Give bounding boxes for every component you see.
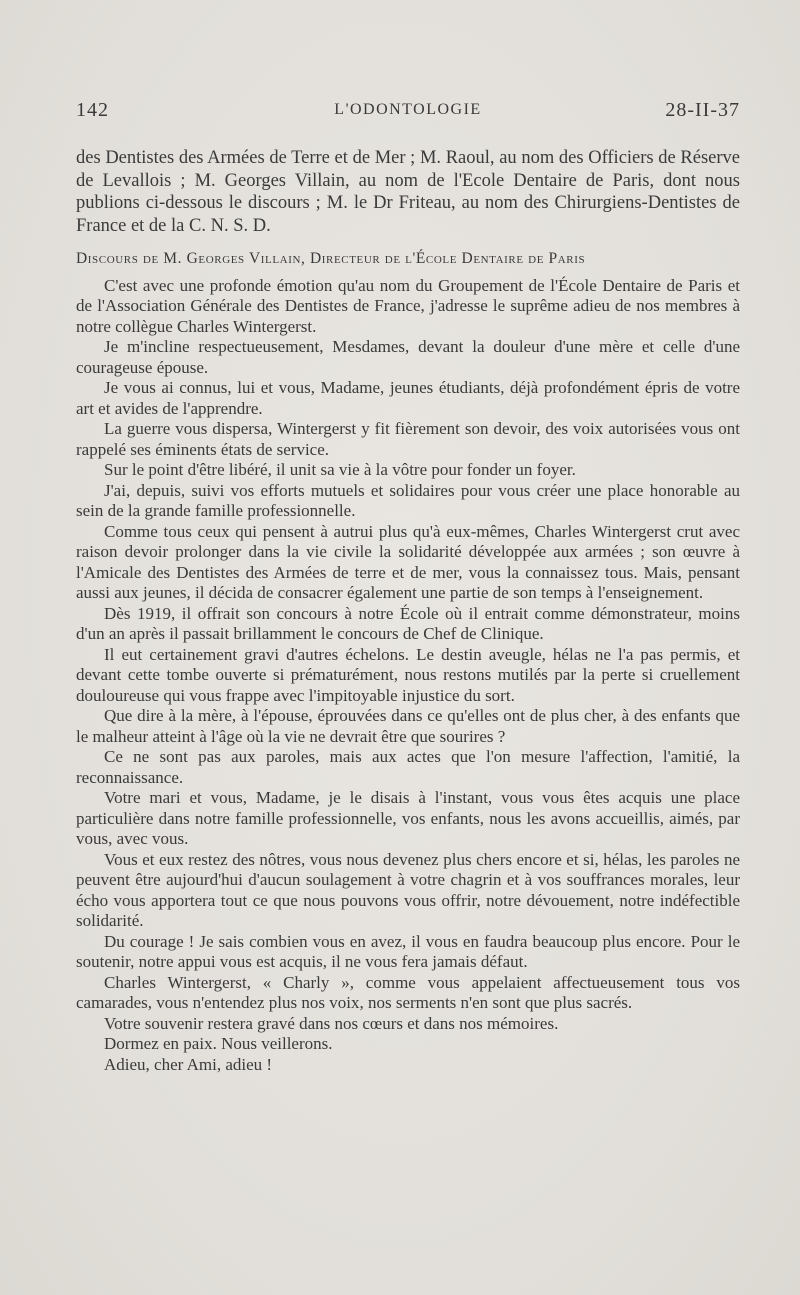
speech-paragraph: Sur le point d'être libéré, il unit sa vie à la vôtre pour fonder un foyer.: [104, 460, 576, 480]
issue-date: 28-II-37: [665, 99, 740, 121]
speech-paragraph: Vous et eux restez des nôtres, vous nous devenez plus chers encore et si, hélas, les paroles ne peuvent être aujourd'hui d'aucun soulagement à votre chagrin et à vos souffrances morales, leur écho vous apportera tout ce que nous pouvons vous offrir, notre dévouement, notre indéfectible solidarité.: [76, 849, 740, 931]
speech-paragraph: Votre mari et vous, Madame, je le disais à l'instant, vous vous êtes acquis une place particulière dans notre famille professionnelle, vos enfants, nous les avons accueillis, aimés, par vous, avec vous.: [76, 788, 740, 849]
speech-paragraph: Comme tous ceux qui pensent à autrui plus qu'à eux-mêmes, Charles Wintergerst crut avec raison devoir prolonger dans la vie civile la solidarité développée aux armées ; son œuvre à l'Amicale des Dentistes des Armées de terre et de mer, vous la connaissez tous. Mais, pensant aussi aux jeunes, il décida de consacrer également une partie de son temps à l'enseignement.: [76, 521, 740, 603]
speech-paragraph: Que dire à la mère, à l'épouse, éprouvées dans ce qu'elles ont de plus cher, à des enfants que le malheur atteint à l'âge où la vie ne devrait être que sourires ?: [76, 706, 740, 746]
running-header: [76, 99, 740, 127]
speech-paragraph: C'est avec une profonde émotion qu'au nom du Groupement de l'École Dentaire de Paris et de l'Association Générale des Dentistes de France, j'adresse le suprême adieu de nos membres à notre collègue Charles Wintergerst.: [76, 275, 740, 336]
speech-paragraph: Dormez en paix. Nous veillerons.: [104, 1034, 333, 1054]
article-body: [76, 147, 740, 1075]
journal-title: L'ODONTOLOGIE: [334, 101, 482, 118]
speech-paragraph: Il eut certainement gravi d'autres échelons. Le destin aveugle, hélas ne l'a pas permis, et devant cette tombe ouverte si prématurément, nous restons mutilés par la perte si cruellement douloureuse qui vous frappe avec l'impitoyable injustice du sort.: [76, 644, 740, 705]
speech-paragraph: Dès 1919, il offrait son concours à notre École où il entrait comme démonstrateur, moins d'un an après il passait brillamment le concours de Chef de Clinique.: [76, 603, 740, 644]
speech-paragraph: Votre souvenir restera gravé dans nos cœurs et dans nos mémoires.: [104, 1013, 559, 1033]
speech-paragraph: Adieu, cher Ami, adieu !: [104, 1054, 273, 1074]
speech-paragraph: Du courage ! Je sais combien vous en avez, il vous en faudra beaucoup plus encore. Pour le soutenir, notre appui vous est acquis, il ne vous fera jamais défaut.: [76, 931, 740, 972]
page-number: 142: [76, 99, 109, 121]
speech-paragraph: La guerre vous dispersa, Wintergerst y fit fièrement son devoir, des voix autorisées vous ont rappelé ses éminents états de service.: [76, 419, 740, 459]
speech-paragraph: J'ai, depuis, suivi vos efforts mutuels et solidaires pour vous créer une place honorable au sein de la grande famille professionnelle.: [76, 480, 740, 521]
speech-paragraph: Ce ne sont pas aux paroles, mais aux actes que l'on mesure l'affection, l'amitié, la reconnaissance.: [76, 747, 740, 787]
intro-paragraph: des Dentistes des Armées de Terre et de Mer ; M. Raoul, au nom des Officiers de Réserve de Levallois ; M. Georges Villain, au nom de l'Ecole Dentaire de Paris, dont nous publions ci-dessous le discours ; M. le Dr Friteau, au nom des Chirurgiens-Dentistes de France et de la C. N. S. D.: [76, 148, 740, 237]
speech-paragraph: Je vous ai connus, lui et vous, Madame, jeunes étudiants, déjà profondément épris de votre art et avides de l'apprendre.: [76, 378, 740, 418]
section-title: Discours de M. Georges Villain, Directeur de l'École Dentaire de Paris: [76, 249, 586, 267]
speech-paragraph: Je m'incline respectueusement, Mesdames, devant la douleur d'une mère et celle d'une courageuse épouse.: [76, 337, 740, 377]
speech-paragraph: Charles Wintergerst, « Charly », comme vous appelaient affectueusement tous vos camarades, vous n'entendez plus nos voix, nos serments n'en sont que plus sacrés.: [76, 972, 740, 1013]
